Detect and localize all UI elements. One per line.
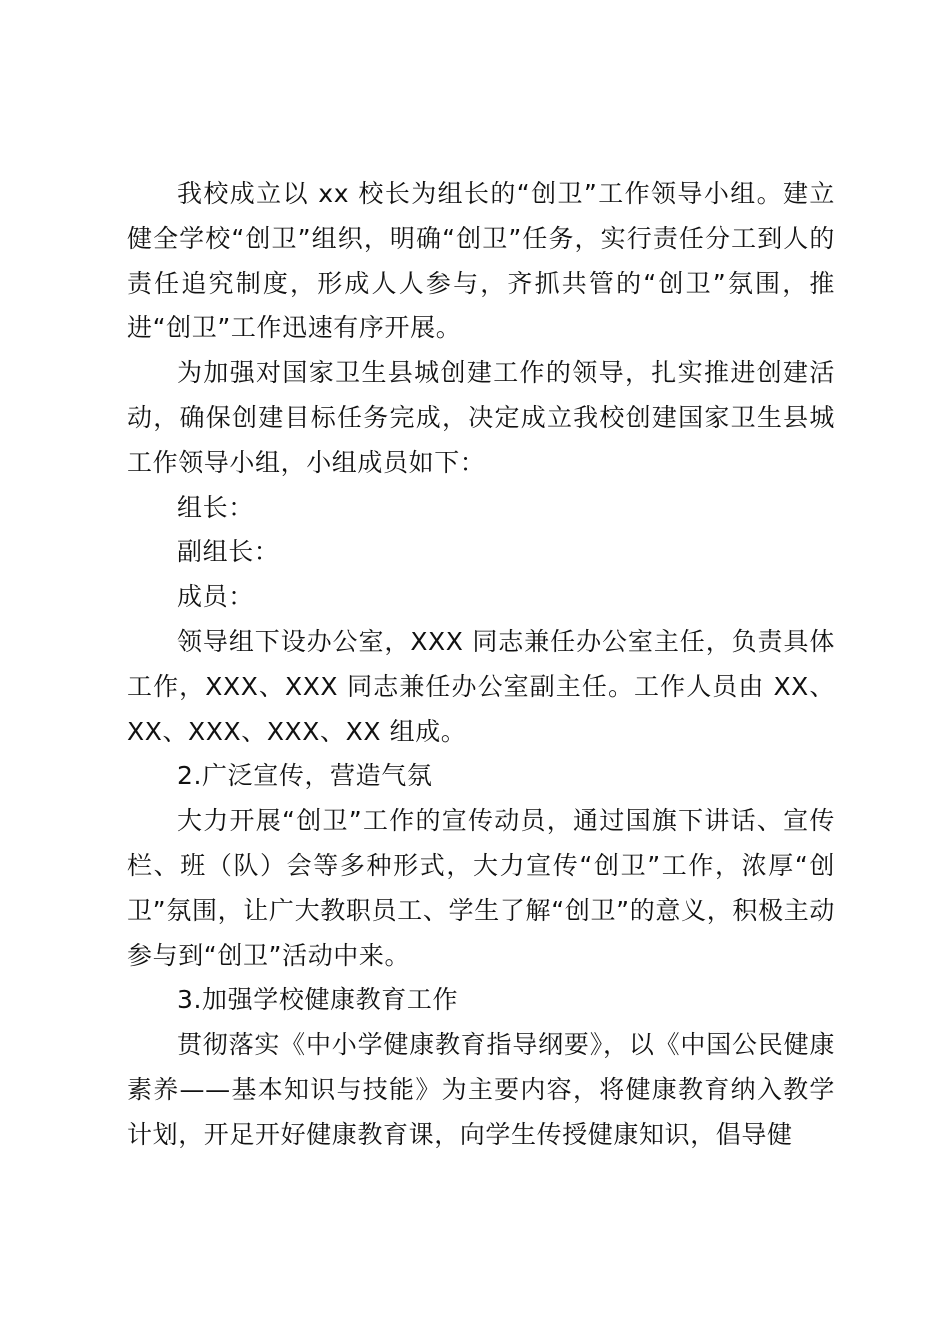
- paragraph-publicity: 大力开展“创卫”工作的宣传动员，通过国旗下讲话、宣传栏、班（队）会等多种形式，大力宣传“创卫”工作，浓厚“创卫”氛围，让广大教职员工、学生了解“创卫”的意义，积极主动参与到“创卫”活动中来。: [127, 806, 835, 970]
- document-body: [127, 172, 835, 1158]
- paragraph-group-leader: 组长：: [177, 492, 254, 522]
- paragraph-office: 领导组下设办公室，XXX 同志兼任办公室主任，负责具体工作，XXX、XXX 同志兼任办公室副主任。工作人员由 XX、XX、XXX、XXX、XX 组成。: [127, 626, 835, 746]
- section-heading-health-education: 3.加强学校健康教育工作: [177, 985, 459, 1015]
- paragraph-members: 成员：: [177, 582, 254, 612]
- section-heading-publicity: 2.广泛宣传，营造气氛: [177, 761, 433, 791]
- paragraph-health-education: 贯彻落实《中小学健康教育指导纲要》，以《中国公民健康素养——基本知识与技能》为主要内容，将健康教育纳入教学计划，开足开好健康教育课，向学生传授健康知识，倡导健: [127, 1030, 835, 1149]
- paragraph-establish-group: 为加强对国家卫生县城创建工作的领导，扎实推进创建活动，确保创建目标任务完成，决定成立我校创建国家卫生县城工作领导小组，小组成员如下：: [127, 358, 835, 477]
- paragraph-deputy-leader: 副组长：: [177, 537, 280, 567]
- paragraph-leadership-group: 我校成立以 xx 校长为组长的“创卫”工作领导小组。建立健全学校“创卫”组织，明确“创卫”任务，实行责任分工到人的责任追究制度，形成人人参与，齐抓共管的“创卫”氛围，推进“创卫”工作迅速有序开展。: [127, 179, 835, 343]
